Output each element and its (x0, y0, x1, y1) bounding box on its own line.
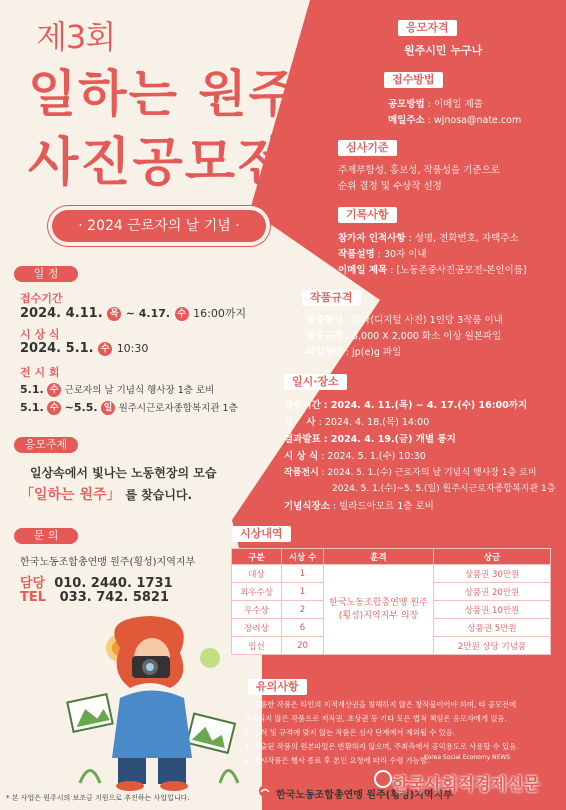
theme-line2 (20, 484, 192, 504)
reception-start: 2024. 4.11. (20, 306, 103, 321)
prize-count: 6 (282, 619, 324, 637)
notice-line: 4. 전시작품은 행사 종료 후 본인 요청에 따라 수령 가능함. (244, 756, 430, 765)
spec-row2-label: 출품규격 (306, 331, 343, 342)
exhibit-row-1 (20, 382, 214, 397)
prize-header: 훈격 (324, 549, 434, 565)
spec-label: 작품규격 (302, 290, 361, 306)
dt-row2-value: : 2024. 4. 18.(목) 14:00 (318, 417, 430, 428)
entry-row2-label: 작품설명 (338, 249, 375, 260)
method-row1-label: 공모방법 (388, 99, 425, 110)
prize-header: 상금 (434, 549, 551, 565)
dt-row-6 (284, 498, 434, 512)
prize-organizer: 한국노동조합총연맹 원주(횡성)지역지부 의장 (324, 565, 434, 655)
watermark-logo-icon (374, 770, 392, 788)
method-row2-value: : wjnosa@nate.com (427, 115, 522, 126)
exhibit2-day2: 일 (101, 401, 115, 415)
manager-label: 담당 (20, 576, 46, 591)
criteria-line1: 주제부합성, 홍보성, 작품성을 기준으로 (338, 165, 500, 176)
tel-row (20, 590, 169, 605)
main-title-line1: 일하는 원주 (28, 65, 299, 123)
theme-highlight: 「일하는 원주」 (20, 487, 121, 503)
tel-label: TEL (20, 590, 47, 605)
spec-row-2 (306, 328, 501, 342)
prize-reward: 상품권 30만원 (434, 565, 551, 583)
prize-count: 1 (282, 583, 324, 601)
eligibility-value: 원주시민 누구나 (404, 44, 483, 57)
spec-row-1 (306, 312, 503, 326)
main-title-line2: 사진공모전 (28, 133, 290, 193)
notice-line: 출품되지 않은 작품으로 저작권, 초상권 등 기타 모든 법적 책임은 응모자에게 있음. (244, 714, 507, 723)
dt-row-4 (284, 448, 426, 462)
datetime-label: 일시·장소 (284, 374, 347, 390)
notice-label: 유의사항 (248, 679, 307, 695)
dt-row3-value: : 2024. 4. 19.(금) 개별 통지 (323, 434, 456, 445)
exhibit2-day: 수 (47, 401, 61, 415)
reception-time: 16:00까지 (193, 307, 247, 320)
manager-row (20, 572, 173, 591)
dt-row5-value2: 2024. 5. 1.(수)~5. 5.(일) 원주시근로자종합복지관 1층 (332, 484, 556, 494)
dt-row-1 (284, 397, 527, 411)
exhibit1-place: 근로자의 날 기념식 행사장 1층 로비 (64, 385, 215, 396)
dt-row4-value: : 2024. 5. 1.(수) 10:30 (321, 451, 426, 462)
table-row (232, 565, 551, 583)
photographer-illustration (60, 608, 250, 793)
reception-end: ~ 4.17. (125, 307, 171, 320)
prize-count: 20 (282, 637, 324, 655)
method-row-1 (388, 96, 483, 110)
reception-end-day: 수 (175, 307, 189, 321)
exhibit2-range: ~5.5. (64, 401, 98, 414)
notice-line: 1. 출품한 작품은 타인의 지적재산권을 침해하지 않은 창작물이어야 하며, 타 공모전에 (244, 700, 517, 709)
entry-row-3 (338, 262, 527, 276)
manager-phone: 010. 2440. 1731 (54, 576, 173, 591)
award-time: 10:30 (116, 342, 149, 355)
contact-org: 한국노동조합총연맹 원주(횡성)지역지부 (20, 557, 196, 568)
contact-label: 문 의 (14, 528, 78, 544)
exhibit-label: 전 시 회 (20, 366, 60, 379)
prize-count: 2 (282, 601, 324, 619)
notice-line: 2. 형식 및 규격에 맞지 않는 작품은 심사 단계에서 제외될 수 있음. (244, 728, 456, 737)
exhibit1-date: 5.1. (20, 383, 44, 396)
reception-dates (20, 305, 246, 321)
reception-label: 접수기간 (20, 292, 63, 305)
criteria-line2: 순위 결정 및 수상작 선정 (338, 181, 442, 192)
method-row2-label: 메일주소 (388, 115, 425, 126)
theme-rest: 를 찾습니다. (125, 488, 193, 502)
prize-header: 시상 수 (282, 549, 324, 565)
dt-row-2 (284, 414, 429, 428)
reception-start-day: 목 (107, 307, 121, 321)
entry-info-label: 기록사항 (338, 207, 397, 223)
entry-row3-label: 이메일 제목 (338, 265, 388, 276)
theme-label: 응모주제 (14, 437, 78, 453)
prize-reward: 상품권 10만원 (434, 601, 551, 619)
theme-line1: 일상속에서 빛나는 노동현장의 모습 (30, 466, 217, 480)
prize-header-row (232, 549, 551, 565)
dt-row3-label: 결과발표 (284, 434, 321, 445)
award-date-row (20, 341, 148, 356)
eligibility-label: 응모자격 (398, 20, 457, 36)
prize-table (231, 548, 551, 655)
award-date: 2024. 5.1. (20, 341, 94, 356)
prize-reward: 상품권 5만원 (434, 619, 551, 637)
spec-row3-value: : jp(e)g 파일 (345, 347, 402, 358)
exhibit-row-2 (20, 400, 238, 415)
watermark: 한국사회적경제신문 (392, 775, 540, 795)
spec-row2-value: : 3,000 X 2,000 화소 이상 원본파일 (345, 331, 502, 342)
dt-row-3 (284, 431, 456, 445)
prize-grade: 장려상 (232, 619, 282, 637)
entry-row3-value: : [노동존중사진공모전-본인이름] (390, 265, 527, 276)
exhibit2-date: 5.1. (20, 401, 44, 414)
prize-reward: 2만원 상당 기념품 (434, 637, 551, 655)
footer-org: 한국노동조합총연맹 원주(횡성)지역지부 (276, 790, 453, 801)
prizes-label: 시상내역 (232, 526, 291, 542)
spec-row-3 (306, 344, 401, 358)
dt-row6-value: : 빌라드아모르 1층 로비 (332, 501, 434, 512)
award-label: 시 상 식 (20, 328, 60, 341)
entry-row1-value: : 성명, 전화번호, 자택주소 (408, 233, 519, 244)
entry-row-2 (338, 246, 427, 260)
dt-row6-label: 기념식장소 (284, 501, 330, 512)
exhibit2-place: 원주시근로자종합복지관 1층 (118, 403, 238, 414)
notice-line: 3. 제출된 작품의 원본파일은 반환하지 않으며, 주최측에서 공익용도로 사용할 수 있음. (244, 742, 519, 751)
prize-grade: 최우수상 (232, 583, 282, 601)
prize-count: 1 (282, 565, 324, 583)
union-logo-icon (258, 784, 272, 798)
exhibit1-day: 수 (47, 383, 61, 397)
subtitle-pill: · 2024 근로자의 날 기념 · (52, 210, 266, 242)
dt-row4-label: 시 상 식 (284, 451, 319, 462)
dt-row-5 (284, 465, 537, 478)
prize-grade: 입선 (232, 637, 282, 655)
dt-row5-label: 작품전시 (284, 468, 319, 478)
schedule-label: 일 정 (14, 266, 78, 282)
entry-row-1 (338, 230, 519, 244)
edition-title: 제3회 (36, 18, 116, 56)
dt-row1-value: : 2024. 4. 11.(목) ~ 4. 17.(수) 16:00까지 (323, 400, 528, 411)
entry-row1-label: 참가자 인적사항 (338, 233, 406, 244)
entry-row2-value: : 30자 이내 (377, 249, 427, 260)
prize-header: 구분 (232, 549, 282, 565)
dt-row5-value: : 2024. 5. 1.(수) 근로자의 날 기념식 행사장 1층 로비 (321, 468, 537, 478)
criteria-label: 심사기준 (338, 140, 397, 156)
prize-grade: 대상 (232, 565, 282, 583)
method-label: 접수방법 (384, 72, 443, 88)
spec-row3-label: 파일형태 (306, 347, 343, 358)
award-day: 수 (98, 342, 112, 356)
method-row-2 (388, 112, 521, 126)
dt-row2-label: 심 사 (284, 417, 316, 428)
prize-reward: 상품권 20만원 (434, 583, 551, 601)
spec-row1-label: 출품형식 (306, 315, 343, 326)
watermark-english: Korea Social Economy NEWS (424, 754, 511, 761)
method-row1-value: : 이메일 제출 (427, 99, 483, 110)
tel-number: 033. 742. 5821 (59, 590, 170, 605)
prize-grade: 우수상 (232, 601, 282, 619)
spec-row1-value: : 칼라(디지털 사진) 1인당 3작품 이내 (345, 315, 503, 326)
dt-row1-label: 접수기간 (284, 400, 321, 411)
footnote: * 본 사업은 원주시의 보조금 지원으로 추진하는 사업입니다. (6, 794, 190, 802)
